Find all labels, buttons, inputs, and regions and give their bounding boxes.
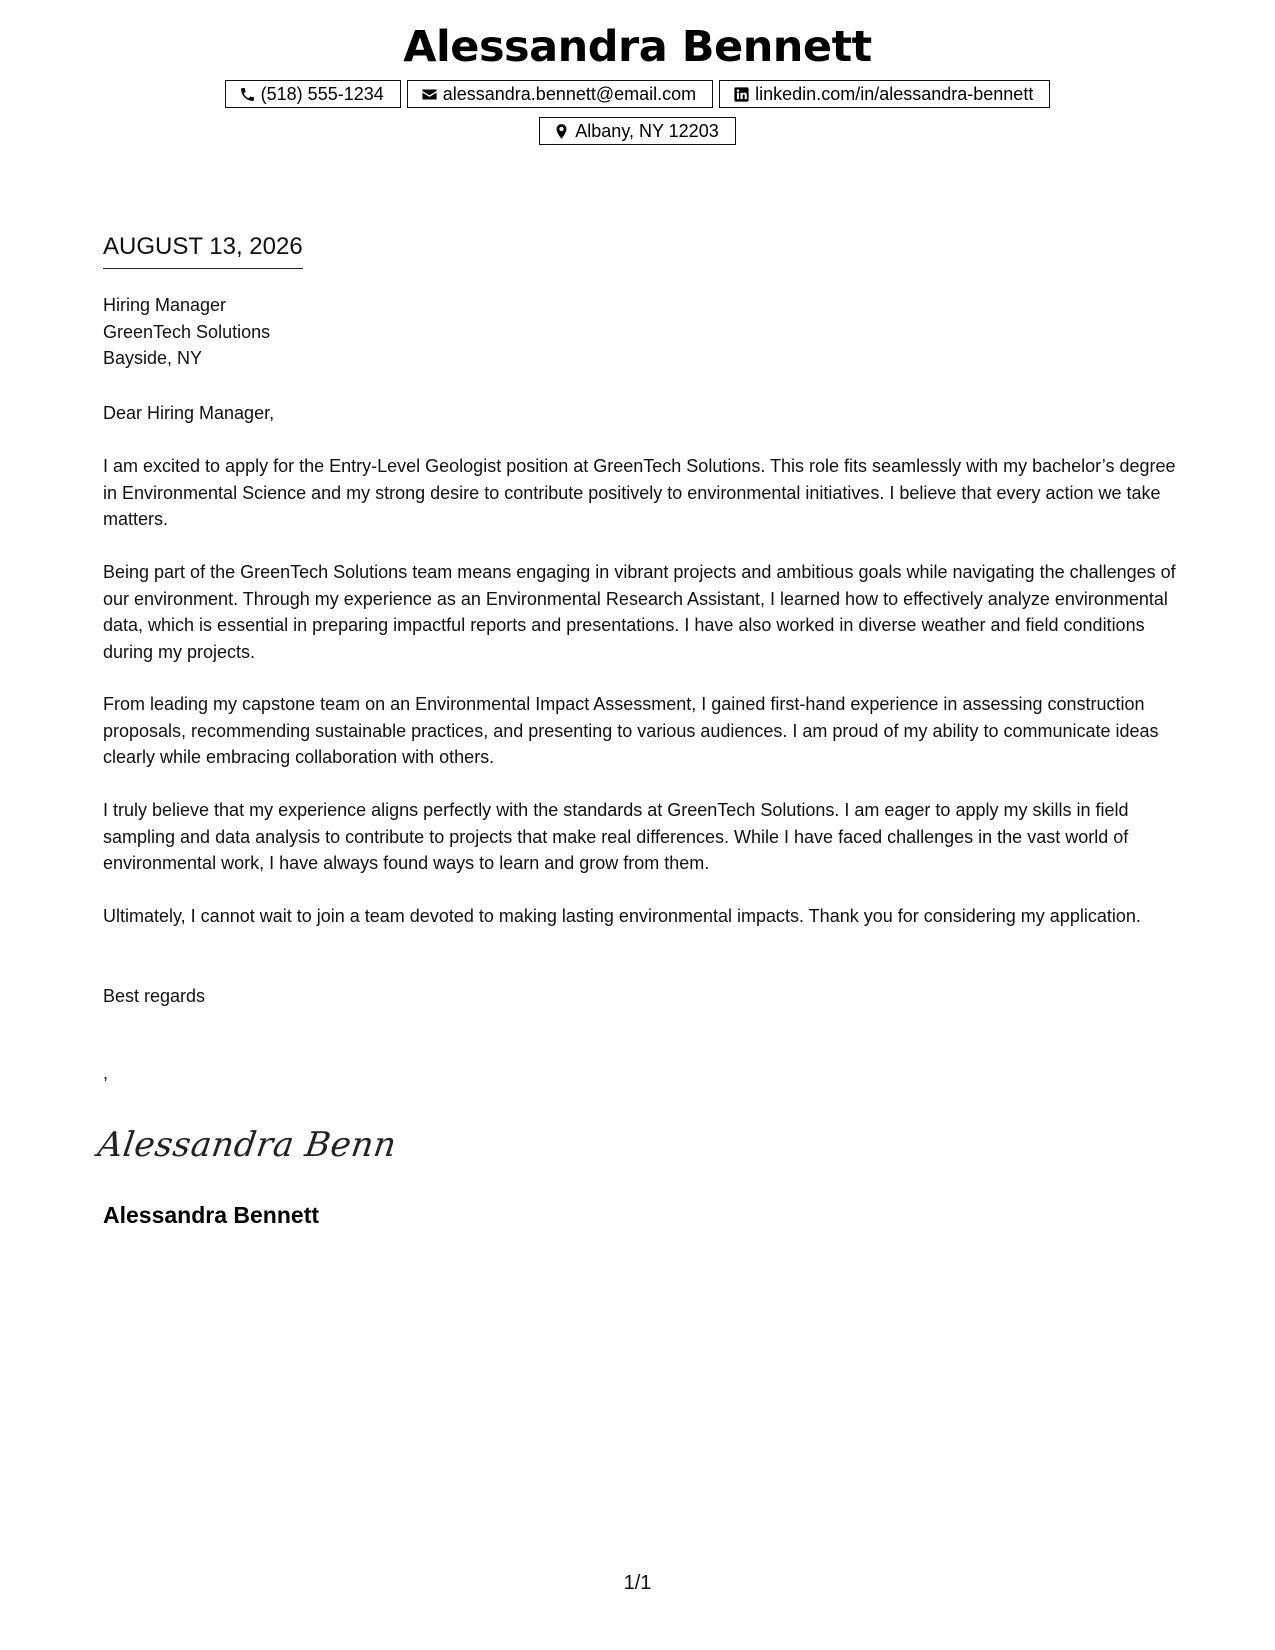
closing-comma: , (103, 1063, 109, 1083)
envelope-icon (421, 86, 438, 103)
signer-name: Alessandra Bennett (103, 1202, 320, 1228)
body-paragraph: From leading my capstone team on an Environmental Impact Assessment, I gained first-hand experience in assessing construction proposals, recommending sustainable practices, and presenting to various audiences. I am proud of my ability to communicate ideas clearly while embracing collaboration with others. (103, 694, 1159, 767)
body-paragraph: Being part of the GreenTech Solutions team means engaging in vibrant projects and ambitious goals while navigating the challenges of our environment. Through my experience as an Environmental Research Assistant, I learned how to effectively analyze environmental data, which is essential in preparing impactful reports and presentations. I have also worked in diverse weather and field conditions during my projects. (103, 562, 1176, 662)
phone-text: (518) 555-1234 (260, 83, 384, 104)
location-text: Albany, NY 12203 (575, 120, 719, 141)
recipient-block (103, 292, 270, 372)
letter-date: AUGUST 13, 2026 (103, 232, 303, 269)
closing-line: Best regards (103, 986, 206, 1006)
body-paragraph: I am excited to apply for the Entry-Level Geologist position at GreenTech Solutions. This role fits seamlessly with my bachelor’s degree in Environmental Science and my strong desire to contribute positively to environmental initiatives. I believe that every action we take matters. (103, 456, 1176, 529)
phone-icon (239, 86, 256, 103)
map-pin-icon (553, 123, 570, 140)
salutation: Dear Hiring Manager, (103, 403, 275, 423)
email-text: alessandra.bennett@email.com (442, 83, 697, 104)
applicant-name-heading: Alessandra Bennett (403, 22, 872, 72)
body-paragraph: Ultimately, I cannot wait to join a team devoted to making lasting environmental impacts. Thank you for considering my application. (103, 906, 1141, 926)
linkedin-icon (733, 86, 750, 103)
body-paragraph: I truly believe that my experience aligns perfectly with the standards at GreenTech Solutions. I am eager to apply my skills in field sampling and data analysis to contribute to projects that make real differences. While I have faced challenges in the vast world of environmental work, I have always found ways to learn and grow from them. (103, 800, 1129, 873)
location-chip[interactable] (539, 117, 735, 145)
phone-chip[interactable] (225, 80, 401, 108)
contact-row-secondary (0, 117, 1275, 145)
recipient-location: Bayside, NY (103, 348, 203, 368)
svg-text:Alessandra Benn: Alessandra Benn (95, 1125, 400, 1165)
page-indicator: 1/1 (623, 1572, 652, 1594)
recipient-title: Hiring Manager (103, 295, 227, 315)
linkedin-chip[interactable] (719, 80, 1050, 108)
handwritten-signature (95, 1118, 400, 1168)
email-chip[interactable] (407, 80, 713, 108)
contact-row (0, 80, 1275, 108)
recipient-company: GreenTech Solutions (103, 321, 271, 342)
linkedin-text: linkedin.com/in/alessandra-bennett (755, 83, 1034, 104)
